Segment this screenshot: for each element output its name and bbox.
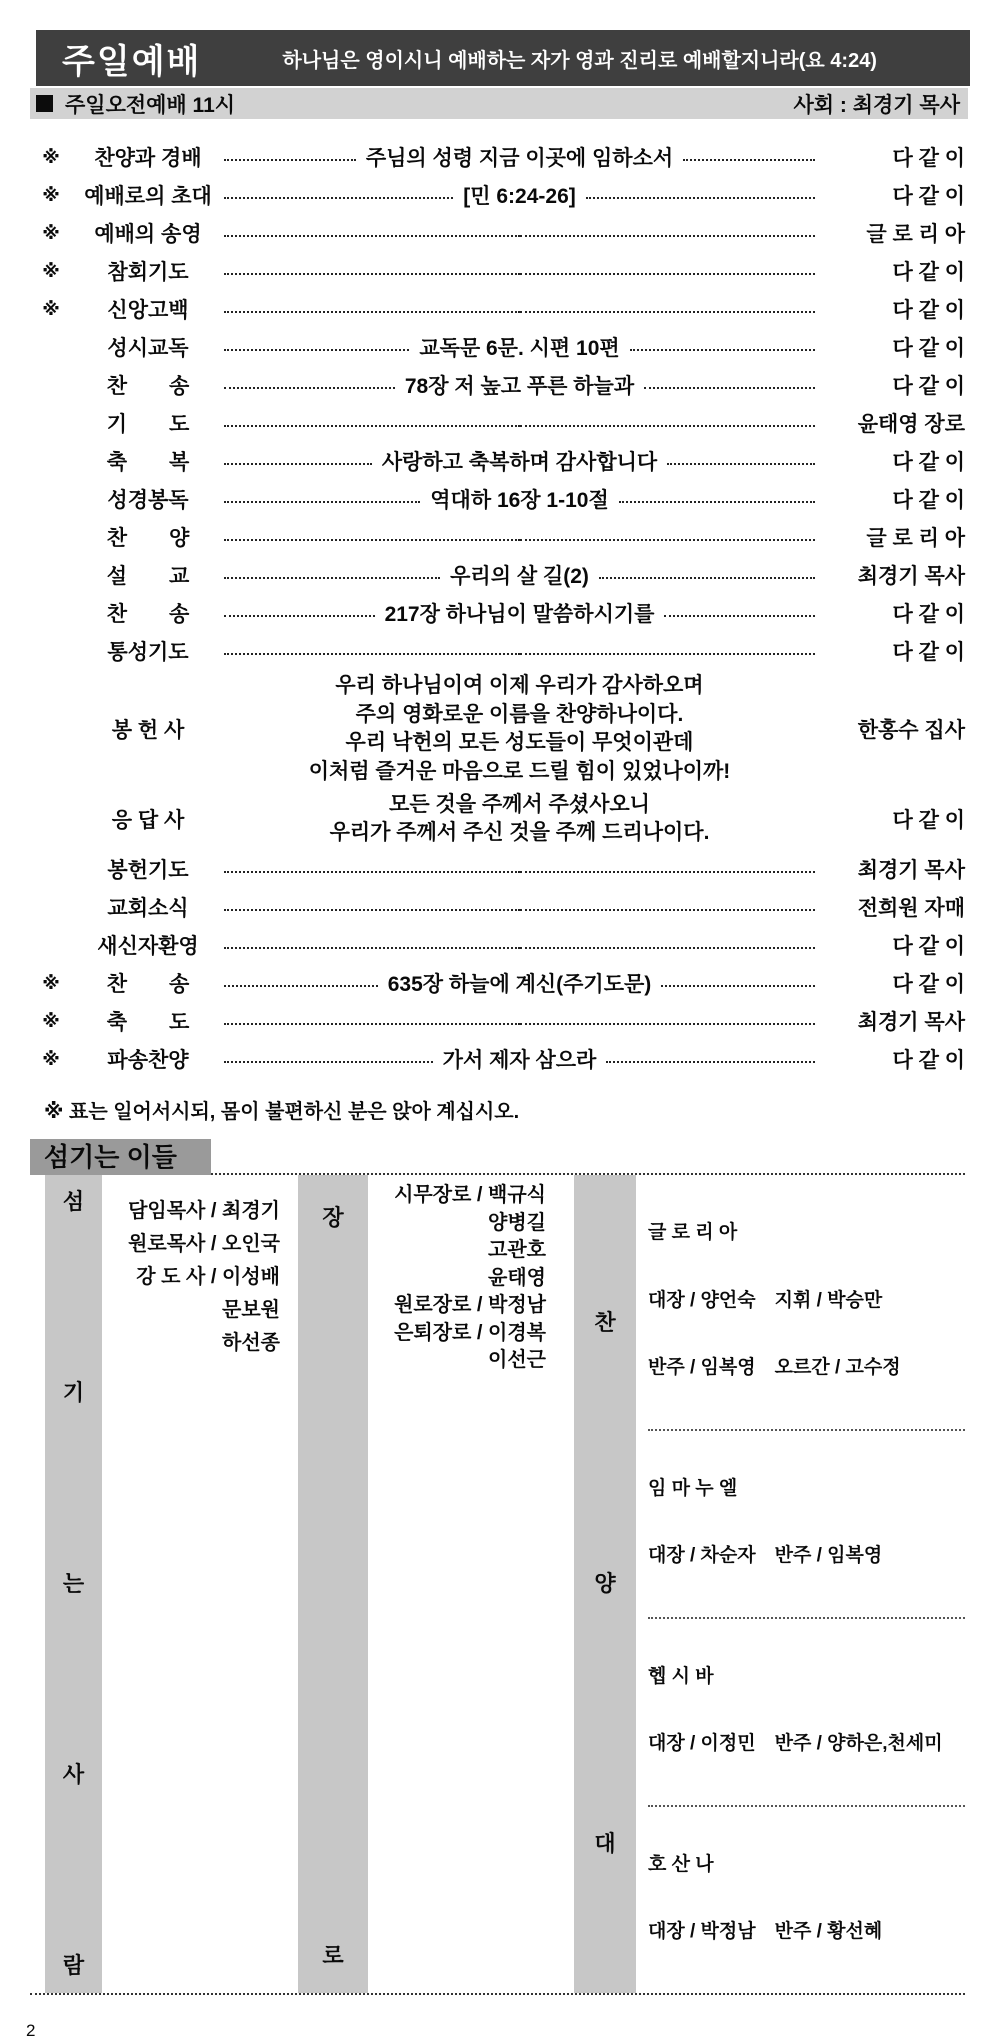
scripture-verse: 하나님은 영이시니 예배하는 자가 영과 진리로 예배할지니라(요 4:24)	[282, 49, 877, 72]
order-item-detail: 우리의 살 길(2)	[450, 565, 589, 588]
order-item-person: 다 같 이	[892, 603, 966, 626]
choir-name: 글 로 리 아	[648, 1222, 738, 1243]
servant-line: 담임목사 / 최경기	[128, 1200, 280, 1222]
dotted-leader	[224, 985, 378, 987]
stand-marker: ※	[42, 260, 60, 281]
dotted-leader	[586, 197, 815, 199]
order-item-detail: 주님의 성령 지금 이곳에 임하소서	[365, 147, 674, 170]
choir-header: 찬 양 대	[574, 1175, 636, 1993]
elder-line: 양병길	[488, 1211, 546, 1234]
elder-line: 시무장로 / 백규식	[394, 1184, 546, 1206]
dotted-leader	[224, 273, 520, 275]
dotted-leader	[520, 273, 816, 275]
order-item-person: 윤태영 장로	[857, 413, 965, 436]
dotted-leader	[664, 615, 815, 617]
page-number: 2	[26, 2020, 36, 2040]
stand-marker: ※	[42, 146, 60, 167]
order-item-detail: 78장 저 높고 푸른 하늘과	[404, 375, 635, 398]
order-item-detail: 역대하 16장 1-10절	[430, 489, 609, 512]
order-item-label: 축 복	[106, 451, 190, 474]
order-item-person: 전희원 자매	[857, 897, 965, 920]
dotted-leader	[520, 311, 816, 313]
choir-name: 호 산 나	[648, 1853, 714, 1875]
elders-list	[368, 1175, 574, 1993]
dotted-leader	[224, 311, 520, 313]
servant-line: 원로목사 / 오인국	[128, 1233, 280, 1255]
dotted-leader	[224, 235, 520, 237]
dotted-leader	[224, 463, 372, 465]
order-item-label: 봉헌기도	[107, 859, 189, 882]
order-item-label: 설 교	[106, 565, 190, 588]
order-row	[30, 556, 965, 594]
choir-staff-line: 대장 / 차순자 반주 / 임복영	[648, 1545, 883, 1566]
choir-name: 헵 시 바	[648, 1665, 714, 1687]
dotted-leader	[224, 871, 520, 873]
servant-line: 강 도 사 / 이성배	[136, 1266, 280, 1288]
order-item-person: 다 같 이	[892, 261, 965, 284]
choir-group-hosanna	[648, 1805, 965, 1993]
dotted-leader	[606, 1061, 815, 1063]
order-item-person: 다 같 이	[892, 451, 966, 474]
order-row	[30, 964, 965, 1002]
worship-order-list	[30, 138, 965, 1078]
dotted-leader	[667, 463, 815, 465]
elder-line: 원로장로 / 박정남	[394, 1294, 546, 1316]
response-text	[224, 791, 815, 848]
order-item-detail: [민 6:24-26]	[463, 185, 576, 208]
dotted-leader	[224, 1023, 520, 1025]
dotted-leader	[661, 985, 815, 987]
choir-name: 임 마 누 엘	[648, 1477, 738, 1499]
service-time-label: 주일오전예배 11시	[65, 93, 236, 117]
order-item-person: 다 같 이	[892, 489, 965, 512]
stand-marker: ※	[42, 298, 60, 319]
order-item-label: 참회기도	[107, 261, 189, 284]
dotted-leader	[224, 539, 520, 541]
order-item-label: 예배로의 초대	[84, 185, 212, 208]
order-item-label: 찬 송	[106, 973, 190, 996]
servant-line: 하선종	[222, 1332, 280, 1354]
choir-list	[636, 1175, 965, 1993]
order-row	[30, 176, 965, 214]
order-item-detail: 217장 하나님이 말씀하시기를	[384, 603, 655, 626]
stand-marker: ※	[42, 1010, 60, 1031]
order-item-person: 최경기 목사	[857, 565, 966, 588]
dotted-leader	[224, 197, 453, 199]
offertory-text-line: 우리 하나님이여 이제 우리가 감사하오며	[335, 674, 704, 697]
dotted-leader	[520, 425, 816, 427]
dotted-leader	[224, 501, 420, 503]
order-item-person: 다 같 이	[892, 147, 965, 170]
order-item-label: 찬양과 경배	[94, 147, 202, 170]
order-row	[30, 850, 965, 888]
order-item-label: 봉 헌 사	[111, 719, 185, 742]
dotted-leader	[683, 159, 815, 161]
servants-people-header: 섬 기 는 사 람	[45, 1175, 102, 1993]
offertory-text-line: 이처럼 즐거운 마음으로 드릴 힘이 있었나이까!	[308, 759, 731, 783]
order-row	[30, 594, 965, 632]
choir-staff-line: 반주 / 임복영 오르간 / 고수정	[648, 1357, 901, 1378]
order-item-person: 다 같 이	[892, 299, 965, 322]
order-row-response	[30, 788, 965, 850]
page-title: 주일예배	[62, 42, 202, 81]
dotted-leader	[520, 871, 816, 873]
dotted-leader	[520, 909, 816, 911]
servants-people-list	[102, 1175, 298, 1993]
dotted-leader	[520, 947, 816, 949]
presider-label: 사회 : 최경기 목사	[793, 93, 960, 117]
order-item-person: 다 같 이	[892, 1049, 966, 1072]
order-item-label: 통성기도	[107, 641, 189, 664]
dotted-leader	[224, 615, 375, 617]
order-item-label: 응 답 사	[111, 809, 185, 832]
dotted-leader	[224, 349, 409, 351]
order-item-label: 성시교독	[107, 337, 189, 360]
dotted-leader	[224, 909, 520, 911]
elder-line: 이선근	[488, 1349, 546, 1371]
dotted-leader	[520, 653, 816, 655]
order-row	[30, 366, 965, 404]
stand-marker: ※	[42, 222, 60, 243]
order-row	[30, 214, 965, 252]
dotted-leader	[224, 577, 440, 579]
order-item-detail: 사랑하고 축복하며 감사합니다	[381, 451, 658, 474]
square-bullet-icon	[36, 95, 53, 112]
order-item-label: 찬 송	[106, 603, 190, 626]
order-row-offertory-prayer	[30, 670, 965, 788]
order-row	[30, 1002, 965, 1040]
order-row	[30, 252, 965, 290]
order-item-label: 찬 양	[106, 527, 190, 550]
choir-group-immanuel	[648, 1429, 965, 1617]
elder-line: 윤태영	[488, 1266, 546, 1289]
order-row	[30, 632, 965, 670]
servant-line: 문보원	[222, 1299, 280, 1321]
order-row	[30, 404, 965, 442]
order-item-person: 한홍수 집사	[857, 719, 965, 742]
standing-instruction-note: ※ 표는 일어서시되, 몸이 불편하신 분은 앉아 계십시오.	[44, 1101, 520, 1123]
order-item-person: 글 로 리 아	[866, 527, 965, 550]
order-item-label: 파송찬양	[107, 1049, 189, 1072]
dotted-leader	[224, 947, 520, 949]
order-item-person: 최경기 목사	[857, 859, 965, 882]
order-item-label: 교회소식	[107, 897, 189, 920]
offertory-text-line: 주의 영화로운 이름을 찬양하나이다.	[355, 702, 684, 726]
order-item-person: 다 같 이	[892, 809, 965, 832]
servants-table	[30, 1175, 965, 1995]
elders-header: 장 로	[298, 1175, 368, 1993]
order-item-label: 신앙고백	[107, 299, 189, 322]
order-row	[30, 328, 965, 366]
elder-line: 고관호	[488, 1239, 546, 1261]
dotted-leader	[224, 387, 395, 389]
offertory-text	[224, 672, 815, 786]
stand-marker: ※	[42, 1048, 60, 1069]
order-item-person: 다 같 이	[892, 337, 966, 360]
order-item-label: 새신자환영	[97, 935, 199, 958]
servants-section	[30, 1139, 965, 1995]
order-row	[30, 1040, 965, 1078]
order-item-person: 최경기 목사	[857, 1011, 965, 1034]
dotted-leader	[599, 577, 815, 579]
choir-staff-line: 대장 / 이정민 반주 / 양하은,천세미	[648, 1733, 943, 1754]
order-row	[30, 480, 965, 518]
order-row	[30, 442, 965, 480]
order-item-label: 예배의 송영	[94, 223, 202, 246]
dotted-leader	[520, 539, 816, 541]
order-row	[30, 138, 965, 176]
dotted-leader	[619, 501, 815, 503]
choir-staff-line: 대장 / 박정남 반주 / 황선혜	[648, 1921, 883, 1942]
stand-marker: ※	[42, 184, 60, 205]
bulletin-page	[0, 30, 992, 2040]
servants-header	[30, 1139, 965, 1175]
elder-line: 은퇴장로 / 이경복	[394, 1321, 546, 1344]
order-item-person: 다 같 이	[892, 973, 965, 996]
dotted-leader	[520, 1023, 816, 1025]
dotted-leader	[224, 653, 520, 655]
order-row	[30, 926, 965, 964]
response-text-line: 우리가 주께서 주신 것을 주께 드리나이다.	[329, 821, 710, 844]
order-item-detail: 교독문 6문. 시편 10편	[419, 337, 620, 360]
dotted-leader	[630, 349, 815, 351]
response-text-line: 모든 것을 주께서 주셨사오니	[389, 792, 650, 816]
order-row	[30, 518, 965, 556]
servants-title: 섬기는 이들	[30, 1139, 211, 1175]
order-row	[30, 290, 965, 328]
order-item-label: 기 도	[106, 413, 190, 436]
order-item-person: 다 같 이	[892, 935, 965, 958]
order-item-detail: 가서 제자 삼으라	[442, 1049, 597, 1072]
order-item-label: 성경봉독	[107, 489, 189, 512]
choir-group-hephzibah	[648, 1617, 965, 1805]
order-item-person: 다 같 이	[892, 641, 965, 664]
choir-group-gloria	[648, 1175, 965, 1429]
choir-staff-line: 대장 / 양언숙 지휘 / 박승만	[648, 1289, 883, 1311]
dotted-leader	[224, 1061, 433, 1063]
order-item-label: 찬 송	[106, 375, 190, 398]
dotted-leader	[520, 235, 816, 237]
order-item-person: 다 같 이	[892, 185, 965, 208]
dotted-leader	[644, 387, 815, 389]
dotted-leader	[224, 159, 356, 161]
dotted-leader	[224, 425, 520, 427]
order-item-detail: 635장 하늘에 계신(주기도문)	[387, 973, 652, 996]
order-row	[30, 888, 965, 926]
order-item-person: 글 로 리 아	[866, 223, 965, 246]
service-time-bar	[30, 88, 968, 119]
order-item-label: 축 도	[106, 1011, 190, 1034]
stand-marker: ※	[42, 972, 60, 993]
offertory-text-line: 우리 낙헌의 모든 성도들이 무엇이관데	[345, 731, 694, 754]
order-item-person: 다 같 이	[892, 375, 965, 398]
title-bar	[36, 30, 970, 86]
